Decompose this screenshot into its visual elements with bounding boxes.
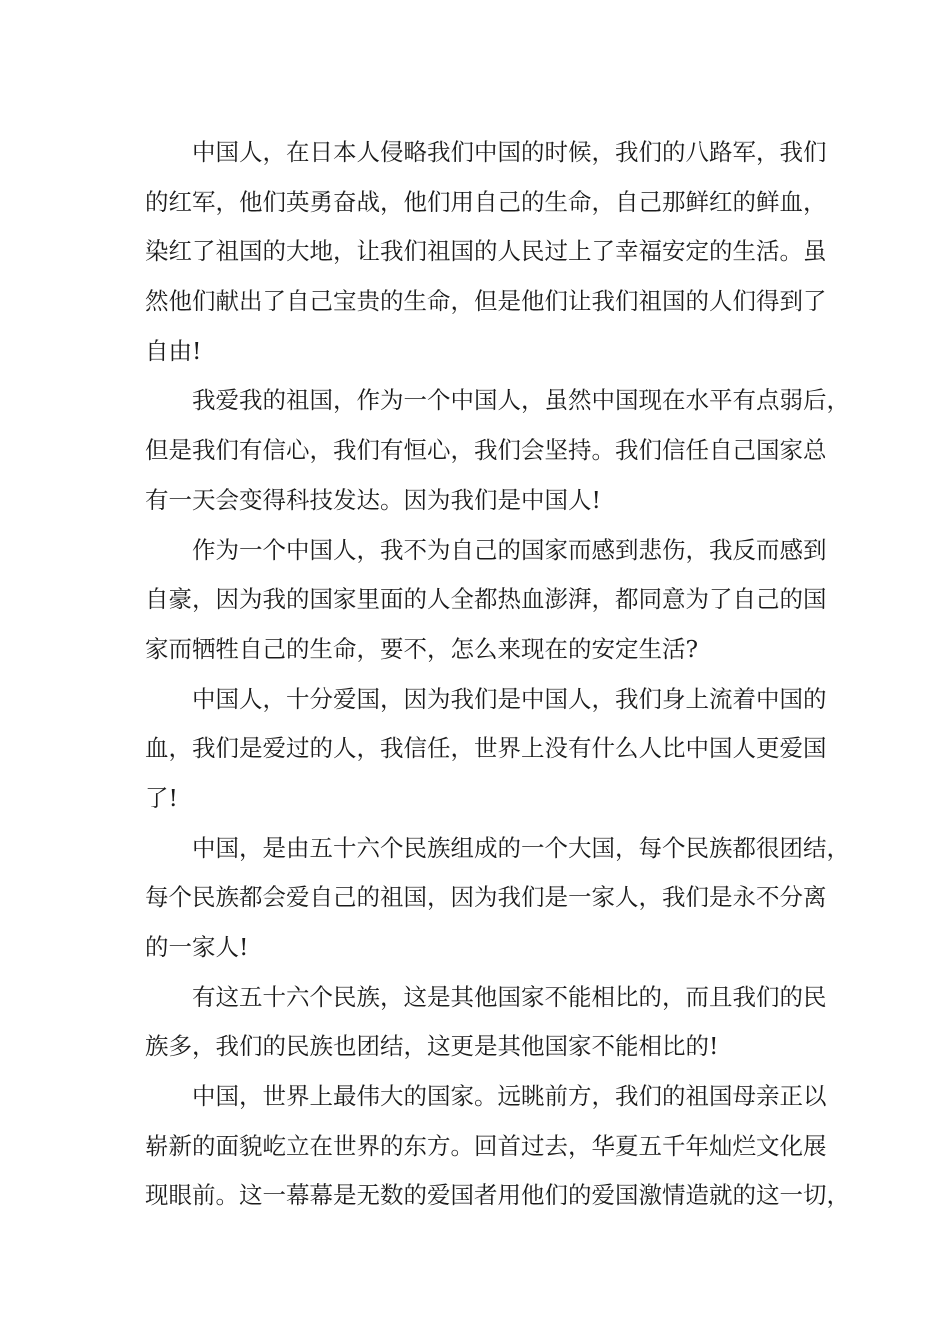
paragraph-5-line-3: 的一家人! [145,933,249,961]
paragraph-2-line-3: 有一天会变得科技发达。因为我们是中国人! [145,485,601,514]
paragraph-1-line-3: 染红了祖国的大地，让我们祖国的人民过上了幸福安定的生活。虽 [145,237,827,266]
paragraph-7-line-3: 现眼前。这一幕幕是无数的爱国者用他们的爱国激情造就的这一切， [145,1181,850,1210]
paragraph-6-line-2: 族多，我们的民族也团结，这更是其他国家不能相比的! [145,1032,719,1061]
paragraph-1-line-2: 的红军，他们英勇奋战，他们用自己的生命，自己那鲜红的鲜血， [145,187,827,216]
document-body [145,128,850,1221]
paragraph-6-line-1: 有这五十六个民族，这是其他国家不能相比的，而且我们的民 [192,982,827,1011]
paragraph-4-line-2: 血，我们是爱过的人，我信任，世界上没有什么人比中国人更爱国 [145,734,827,763]
paragraph-1-line-4: 然他们献出了自己宝贵的生命，但是他们让我们祖国的人们得到了 [145,287,827,316]
paragraph-1-line-1: 中国人，在日本人侵略我们中国的时候，我们的八路军，我们 [192,138,827,166]
paragraph-3-line-1: 作为一个中国人，我不为自己的国家而感到悲伤，我反而感到 [192,535,827,564]
paragraph-3-line-2: 自豪，因为我的国家里面的人全都热血澎湃，都同意为了自己的国 [145,585,827,614]
paragraph-3-line-3: 家而牺牲自己的生命，要不，怎么来现在的安定生活? [145,634,699,663]
paragraph-1-line-5: 自由! [145,336,202,365]
paragraph-5-line-2: 每个民族都会爱自己的祖国，因为我们是一家人，我们是永不分离 [145,883,827,912]
paragraph-4-line-3: 了! [145,783,178,812]
paragraph-7-line-1: 中国，世界上最伟大的国家。远眺前方，我们的祖国母亲正以 [192,1082,827,1111]
paragraph-7-line-2: 崭新的面貌屹立在世界的东方。回首过去，华夏五千年灿烂文化展 [145,1131,827,1160]
paragraph-5-line-1: 中国，是由五十六个民族组成的一个大国，每个民族都很团结， [192,833,850,862]
paragraph-2-line-1: 我爱我的祖国，作为一个中国人，虽然中国现在水平有点弱后， [192,386,850,415]
paragraph-2-line-2: 但是我们有信心，我们有恒心，我们会坚持。我们信任自己国家总 [145,436,827,465]
paragraph-4-line-1: 中国人，十分爱国，因为我们是中国人，我们身上流着中国的 [192,684,827,713]
